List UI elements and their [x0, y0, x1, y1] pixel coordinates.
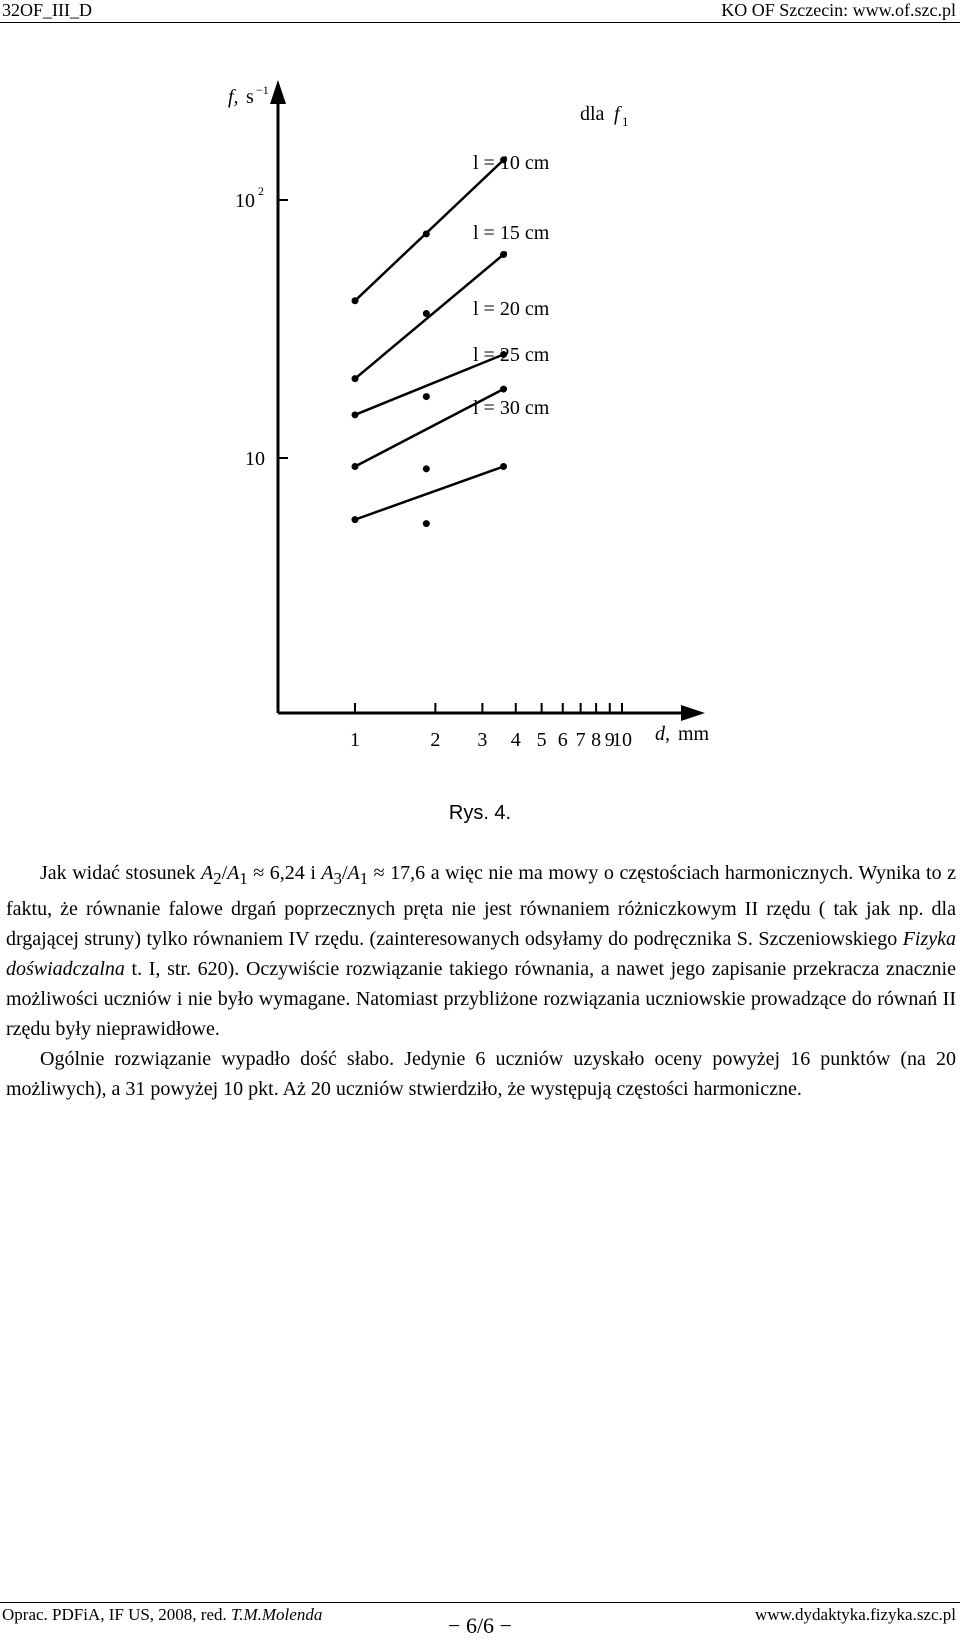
x-tick-label-10: 10: [612, 729, 632, 751]
y-tick-label-100-exp: 2: [258, 184, 264, 198]
x-tick-label-7: 7: [575, 729, 586, 751]
series-0-point-0: [352, 297, 359, 304]
paragraph-2: Ogólnie rozwiązanie wypadło dość słabo. Jedynie 6 uczniów uzyskało oceny powyżej 16 punktów (na 20 możliwych), a 31 powyżej 10 pkt. Aż 20 uczniów stwierdziło, że występują częstości harmoniczne.: [6, 1048, 956, 1100]
p1-text-b: 6,24 i: [264, 862, 322, 884]
x-tick-label-4: 4: [510, 729, 521, 751]
footer-right: www.dydaktyka.fizyka.szc.pl: [755, 1605, 956, 1624]
series-4-point-0: [352, 516, 359, 523]
paragraph-1: [6, 858, 956, 1044]
page-header: [0, 0, 960, 23]
symbol-a1-second: A: [347, 862, 360, 884]
series-line-4: [355, 465, 507, 519]
symbol-a3: A: [321, 862, 334, 884]
x-tick-label-2: 2: [430, 729, 441, 751]
annotation-dla: dla: [580, 103, 605, 125]
x-axis-arrow: [681, 705, 705, 721]
y-axis-label-f: f,: [228, 86, 239, 108]
series-label-0: l = 10 cm: [473, 152, 550, 174]
subscript-1-second: 1: [359, 869, 369, 888]
x-tick-label-5: 5: [536, 729, 547, 751]
symbol-a2: A: [201, 862, 214, 884]
y-axis-label-exp: −1: [256, 83, 269, 97]
series-label-3: l = 25 cm: [473, 344, 550, 366]
p1-text-a: Jak widać stosunek: [40, 862, 202, 884]
subscript-2: 2: [213, 869, 222, 888]
series-label-4: l = 30 cm: [473, 397, 550, 419]
annotation-f: f: [614, 103, 620, 125]
p1-text-c: 17,6 a więc nie ma mowy o częstościach harmonicznych. Wynika to z faktu, że równanie falowe drgań poprzecznych pręta nie jest równaniem różniczkowym II rzędu ( tak jak np. dla drgającej struny) tylko równaniem IV rzędu. (zainteresowanych odsyłamy do podręcznika S. Szczeniowskiego: [6, 862, 957, 950]
header-right: KO OF Szczecin: www.of.szc.pl: [721, 0, 956, 20]
symbol-a1: A: [227, 862, 240, 884]
x-tick-label-6: 6: [557, 729, 568, 751]
series-3-point-0: [352, 463, 359, 470]
series-4-point-1: [423, 520, 430, 527]
series-label-2: l = 20 cm: [473, 298, 550, 320]
series-2-point-0: [352, 411, 359, 418]
page-footer: [0, 1602, 960, 1638]
series-0-point-1: [423, 230, 430, 237]
y-axis-arrow: [270, 80, 286, 104]
subscript-1: 1: [239, 869, 248, 888]
y-tick-label-10: 10: [245, 448, 265, 470]
x-tick-label-3: 3: [477, 729, 488, 751]
footer-credit: Oprac. PDFiA, IF US, 2008, red.: [2, 1605, 232, 1624]
x-axis-label-d: d,: [655, 723, 670, 745]
slash-2: /: [341, 862, 348, 884]
series-1-point-1: [423, 310, 430, 317]
series-4-point-2: [500, 463, 507, 470]
frequency-chart: [0, 60, 960, 780]
annotation-sub: 1: [622, 114, 629, 129]
series-label-1: l = 15 cm: [473, 222, 550, 244]
y-axis-label-unit: s: [246, 86, 254, 108]
approx-sign-1: ≈: [253, 862, 265, 884]
y-tick-label-100: 10: [235, 190, 255, 212]
book-title: Fizyka doświadczalna: [6, 928, 956, 980]
series-3-point-2: [500, 386, 507, 393]
footer-editor: T.M.Molenda: [231, 1605, 323, 1624]
x-tick-label-9: 9: [604, 729, 615, 751]
body-text: [6, 858, 956, 1104]
p1-text-d: t. I, str. 620). Oczywiście rozwiązanie takiego równania, a nawet jego zapisanie przekracza znacznie możliwości uczniów i nie było wymagane. Natomiast przybliżone rozwiązania uczniowskie prowadzące do równań II rzędu były nieprawidłowe.: [6, 958, 956, 1040]
series-1-point-0: [352, 375, 359, 382]
series-2-point-1: [423, 393, 430, 400]
x-axis-label-unit: mm: [678, 723, 710, 745]
figure-caption: Rys. 4.: [448, 802, 512, 824]
x-tick-label-1: 1: [350, 729, 360, 751]
series-1-point-2: [500, 251, 507, 258]
header-left: 32OF_III_D: [2, 0, 92, 20]
page-number: − 6/6 −: [448, 1613, 512, 1638]
x-tick-label-8: 8: [591, 729, 602, 751]
slash-1: /: [221, 862, 228, 884]
series-3-point-1: [423, 465, 430, 472]
subscript-3: 3: [333, 869, 342, 888]
approx-sign-2: ≈: [373, 862, 385, 884]
